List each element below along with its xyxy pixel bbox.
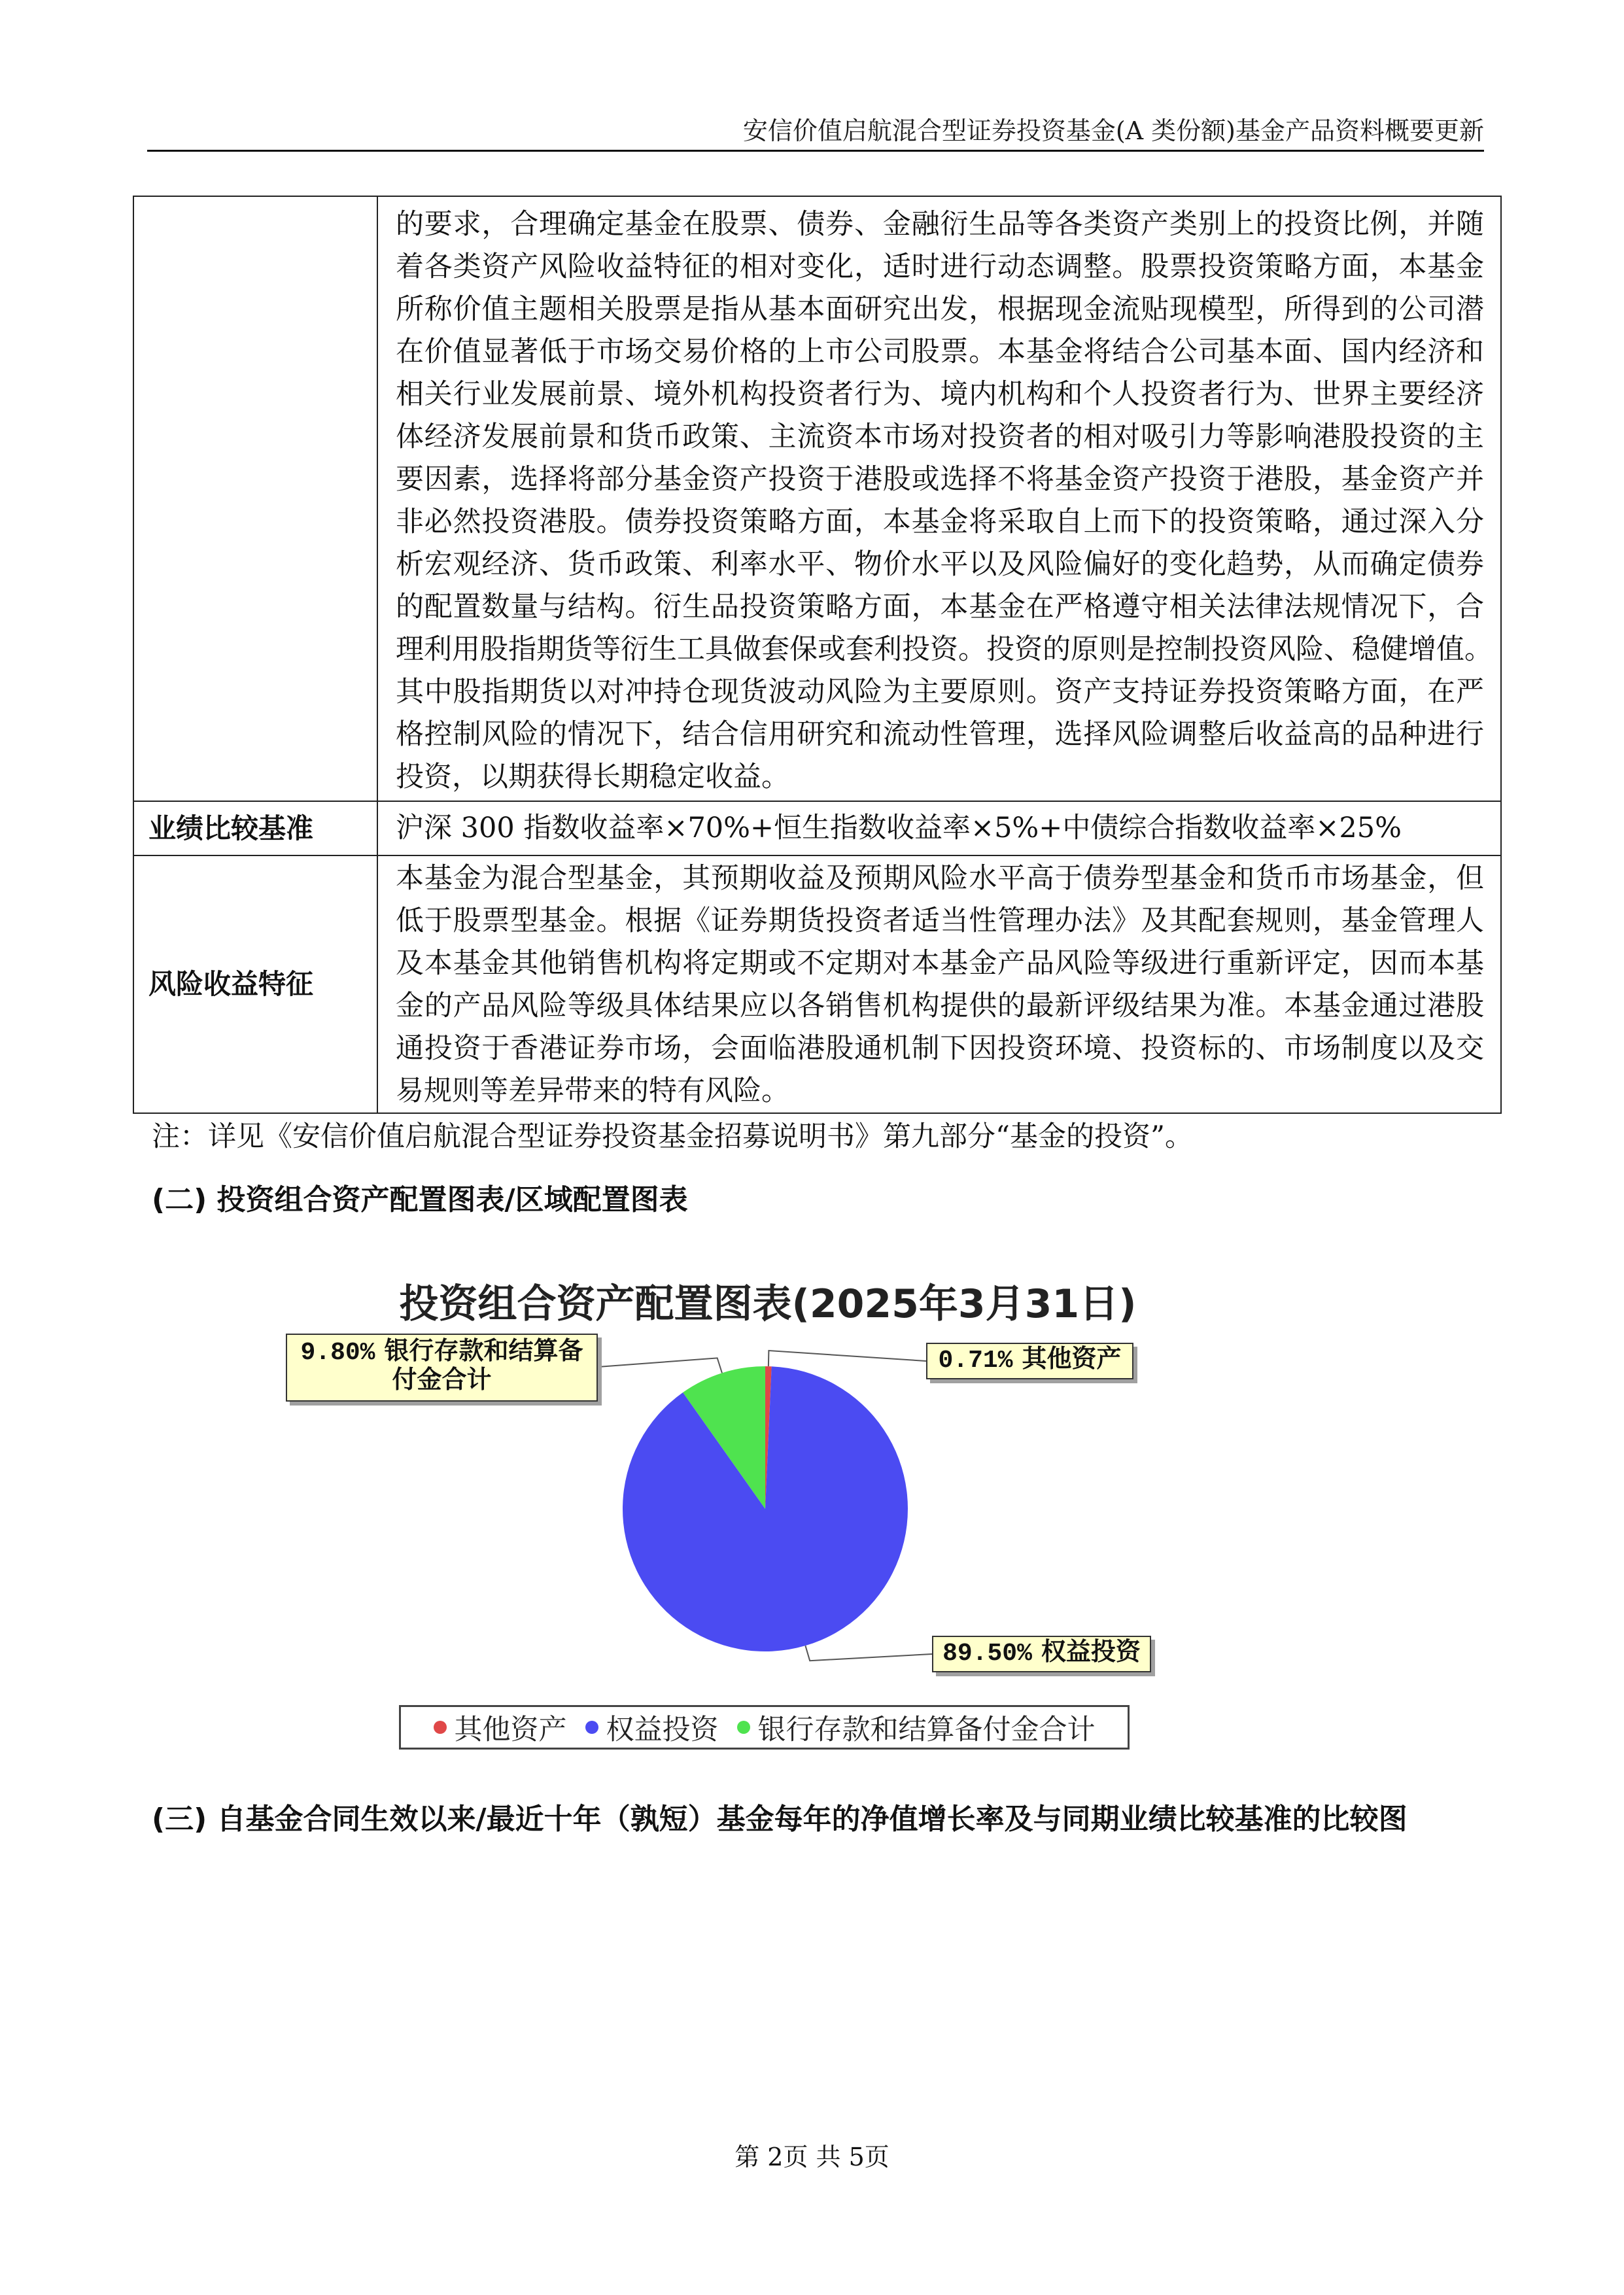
chart-legend: [399, 1705, 1130, 1750]
text-line: 低于股票型基金。根据《证券期货投资者适当性管理办法》及其配套规则，基金管理人: [396, 905, 1484, 937]
label-leader-line: [805, 1646, 932, 1661]
data-label-category: 权益投资: [1041, 1640, 1141, 1668]
pie-data-label-other-assets: [926, 1343, 1133, 1379]
text-line: 理利用股指期货等衍生工具做套保或套利投资。投资的原则是控制投资风险、稳健增值。: [396, 633, 1493, 666]
text-line: 析宏观经济、货币政策、利率水平、物价水平以及风险偏好的变化趋势，从而确定债券: [396, 548, 1484, 581]
text-line: 易规则等差异带来的特有风险。: [396, 1075, 789, 1107]
text-line: 所称价值主题相关股票是指从基本面研究出发，根据现金流贴现模型，所得到的公司潜: [396, 293, 1484, 326]
legend-swatch: [434, 1721, 447, 1734]
legend-label: 银行存款和结算备付金合计: [757, 1713, 1096, 1746]
text-line: 投资，以期获得长期稳定收益。: [396, 761, 789, 793]
data-label-value: 89.50%: [942, 1640, 1032, 1668]
text-line: 着各类资产风险收益特征的相对变化，适时进行动态调整。股票投资策略方面，本基金: [396, 250, 1484, 283]
text-line: 的要求，合理确定基金在股票、债券、金融衍生品等各类资产类别上的投资比例，并随: [396, 208, 1484, 241]
label-leader-line: [598, 1358, 722, 1373]
label-leader-line: [769, 1351, 926, 1366]
text-line: 相关行业发展前景、境外机构投资者行为、境内机构和个人投资者行为、世界主要经济: [396, 378, 1484, 411]
table-row: [133, 196, 1501, 801]
legend-item: [434, 1708, 567, 1748]
text-line: 要因素，选择将部分基金资产投资于港股或选择不将基金资产投资于港股，基金资产并: [396, 463, 1484, 496]
page-number: 第 2页 共 5页: [734, 2143, 890, 2171]
empty-label-cell: [133, 196, 377, 801]
section-heading-asset-allocation: (二) 投资组合资产配置图表/区域配置图表: [152, 1183, 688, 1217]
text-line: 通投资于香港证券市场，会面临港股通机制下因投资环境、投资标的、市场制度以及交: [396, 1032, 1484, 1065]
text-line: 本基金为混合型基金，其预期收益及预期风险水平高于债券型基金和货币市场基金，但: [396, 862, 1484, 895]
page-header-title: 安信价值启航混合型证券投资基金(A 类份额)基金产品资料概要更新: [742, 116, 1484, 145]
risk-return-text: [377, 855, 1501, 1113]
benchmark-label: 业绩比较基准: [133, 801, 377, 855]
data-label-value: 0.71%: [938, 1347, 1013, 1375]
risk-return-label: 风险收益特征: [133, 855, 377, 1113]
text-line: 其中股指期货以对冲持仓现货波动风险为主要原则。资产支持证券投资策略方面，在严: [396, 676, 1484, 708]
benchmark-value: [377, 801, 1501, 855]
fund-info-table: [133, 196, 1502, 1114]
legend-swatch: [737, 1721, 750, 1734]
table-row: [133, 855, 1501, 1113]
text-line: 非必然投资港股。债券投资策略方面，本基金将采取自上而下的投资策略，通过深入分: [396, 506, 1484, 538]
chart-title: 投资组合资产配置图表(2025年3月31日): [399, 1281, 1137, 1327]
text-line: 金的产品风险等级具体结果应以各销售机构提供的最新评级结果为准。本基金通过港股: [396, 990, 1484, 1022]
section-heading-nav-growth: (三) 自基金合同生效以来/最近十年（孰短）基金每年的净值增长率及与同期业绩比较基准的比较图: [152, 1803, 1408, 1836]
text-line: 及本基金其他销售机构将定期或不定期对本基金产品风险等级进行重新评定，因而本基: [396, 947, 1484, 980]
text-line: 的配置数量与结构。衍生品投资策略方面，本基金在严格遵守相关法律法规情况下，合: [396, 591, 1484, 623]
legend-item: [585, 1708, 719, 1748]
legend-label: 其他资产: [454, 1713, 567, 1746]
pie-data-label-bank-deposits: [286, 1334, 598, 1402]
table-footnote: 注：详见《安信价值启航混合型证券投资基金招募说明书》第九部分“基金的投资”。: [152, 1120, 1193, 1153]
data-label-category: 其他资产: [1022, 1347, 1122, 1375]
text-line: 在价值显著低于市场交易价格的上市公司股票。本基金将结合公司基本面、国内经济和: [396, 336, 1484, 368]
data-label-value: 9.80%: [300, 1339, 375, 1367]
investment-strategy-text: [377, 196, 1501, 801]
data-label-category: 银行存款和结算备付金合计: [384, 1339, 583, 1396]
asset-allocation-pie-chart: [275, 1269, 1190, 1766]
legend-swatch: [585, 1721, 598, 1734]
text-line: 沪深 300 指数收益率×70%+恒生指数收益率×5%+中债综合指数收益率×25%: [396, 812, 1402, 844]
header-divider: [147, 150, 1484, 152]
pie-data-label-equity: [932, 1636, 1151, 1672]
table-row: [133, 801, 1501, 855]
legend-label: 权益投资: [606, 1713, 719, 1746]
text-line: 格控制风险的情况下，结合信用研究和流动性管理，选择风险调整后收益高的品种进行: [396, 718, 1484, 751]
text-line: 体经济发展前景和货币政策、主流资本市场对投资者的相对吸引力等影响港股投资的主: [396, 421, 1484, 453]
legend-item: [737, 1708, 1096, 1748]
